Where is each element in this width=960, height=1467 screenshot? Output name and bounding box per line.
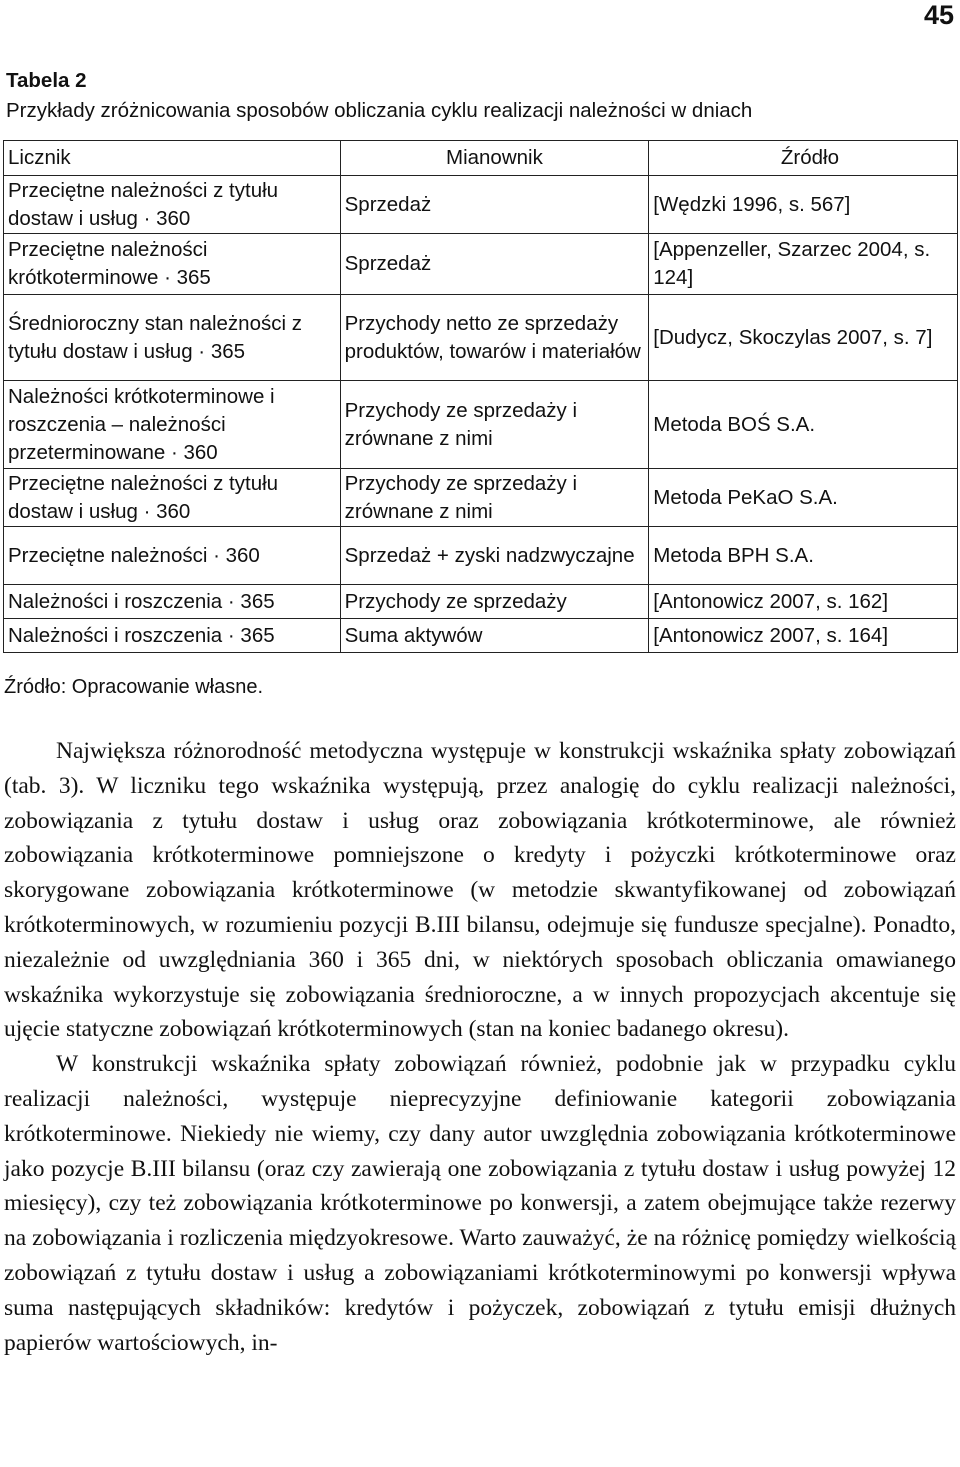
header-zrodlo: Źródło xyxy=(649,141,958,176)
table-row xyxy=(4,619,958,653)
page-number: 45 xyxy=(923,0,954,30)
cell-zrodlo: [Antonowicz 2007, s. 164] xyxy=(649,619,958,653)
data-table xyxy=(3,140,958,653)
table-row xyxy=(4,234,958,295)
cell-licznik: Należności i roszczenia · 365 xyxy=(4,585,341,619)
cell-zrodlo: [Wędzki 1996, s. 567] xyxy=(649,176,958,234)
table-header-row xyxy=(4,141,958,176)
header-mianownik: Mianownik xyxy=(340,141,649,176)
paragraph: Największa różnorodność metodyczna występuje w konstrukcji wskaźnika spłaty zobowiązań (tab. 3). W liczniku tego wskaźnika występują, przez analogię do cyklu realizacji należności, zobowiązania z tytułu dostaw i usług oraz zobowiązania krótkoterminowe, ale również zobowiązania krótkoterminowe pomniejszone o kredyty i pożyczki krótkoterminowe oraz skorygowane zobowiązania krótkoterminowe (w metodzie skwantyfikowanej od zobowiązań krótkoterminowych, w rozumieniu pozycji B.III bilansu, odejmuje się fundusze specjalne). Ponadto, niezależnie od uwzględniania 360 i 365 dni, w niektórych sposobach obliczania omawianego wskaźnika wykorzystuje się zobowiązania średnioroczne, a w innych propozycjach akcentuje się ujęcie statyczne zobowiązań krótkoterminowych (stan na koniec badanego okresu). xyxy=(4,738,956,1043)
cell-mianownik: Sprzedaż xyxy=(340,234,649,295)
table-caption xyxy=(6,66,752,126)
cell-mianownik: Sprzedaż xyxy=(340,176,649,234)
table-label: Tabela 2 xyxy=(6,69,87,92)
table-row xyxy=(4,381,958,469)
cell-licznik: Przeciętne należności · 360 xyxy=(4,527,341,585)
cell-mianownik: Przychody ze sprzedaży i zrównane z nimi xyxy=(340,381,649,469)
cell-zrodlo: Metoda PeKaO S.A. xyxy=(649,469,958,527)
cell-mianownik: Przychody ze sprzedaży xyxy=(340,585,649,619)
cell-licznik: Przeciętne należności z tytułu dostaw i usług · 360 xyxy=(4,176,341,234)
header-licznik: Licznik xyxy=(4,141,341,176)
cell-mianownik: Sprzedaż + zyski nadzwyczajne xyxy=(340,527,649,585)
table-row xyxy=(4,176,958,234)
table-title: Przykłady zróżnicowania sposobów obliczania cyklu realizacji należności w dniach xyxy=(6,99,753,122)
table-row xyxy=(4,585,958,619)
cell-zrodlo: Metoda BPH S.A. xyxy=(649,527,958,585)
cell-mianownik: Przychody netto ze sprzedaży produktów, towarów i materiałów xyxy=(340,295,649,381)
cell-mianownik: Przychody ze sprzedaży i zrównane z nimi xyxy=(340,469,649,527)
table-source-note: Źródło: Opracowanie własne. xyxy=(4,676,264,698)
cell-licznik: Przeciętne należności z tytułu dostaw i usług · 360 xyxy=(4,469,341,527)
table-row xyxy=(4,295,958,381)
body-text xyxy=(4,734,956,1360)
table-row xyxy=(4,469,958,527)
cell-zrodlo: Metoda BOŚ S.A. xyxy=(649,381,958,469)
cell-licznik: Należności krótkoterminowe i roszczenia – należności przeterminowane · 360 xyxy=(4,381,341,469)
cell-licznik: Należności i roszczenia · 365 xyxy=(4,619,341,653)
paragraph: W konstrukcji wskaźnika spłaty zobowiązań również, podobnie jak w przypadku cyklu realizacji należności, występuje nieprecyzyjne definiowanie kategorii zobowiązania krótkoterminowe. Niekiedy nie wiemy, czy dany autor uwzględnia zobowiązania krótkoterminowe jako pozycje B.III bilansu (oraz czy zawierają one zobowiązania z tytułu dostaw i usług powyżej 12 miesięcy), czy też zobowiązania krótkoterminowe po konwersji, a zatem obejmujące także rezerwy na zobowiązania i rozliczenia międzyokresowe. Warto zauważyć, że na różnicę pomiędzy wielkością zobowiązań z tytułu dostaw i usług a zobowiązaniami krótkoterminowymi po konwersji wpływa suma następujących składników: kredytów i pożyczek, zobowiązań z tytułu emisji dłużnych papierów wartościowych, in- xyxy=(4,1051,956,1356)
cell-zrodlo: [Antonowicz 2007, s. 162] xyxy=(649,585,958,619)
cell-licznik: Średnioroczny stan należności z tytułu dostaw i usług · 365 xyxy=(4,295,341,381)
cell-licznik: Przeciętne należności krótkoterminowe · 365 xyxy=(4,234,341,295)
cell-zrodlo: [Appenzeller, Szarzec 2004, s. 124] xyxy=(649,234,958,295)
table-row xyxy=(4,527,958,585)
cell-zrodlo: [Dudycz, Skoczylas 2007, s. 7] xyxy=(649,295,958,381)
cell-mianownik: Suma aktywów xyxy=(340,619,649,653)
